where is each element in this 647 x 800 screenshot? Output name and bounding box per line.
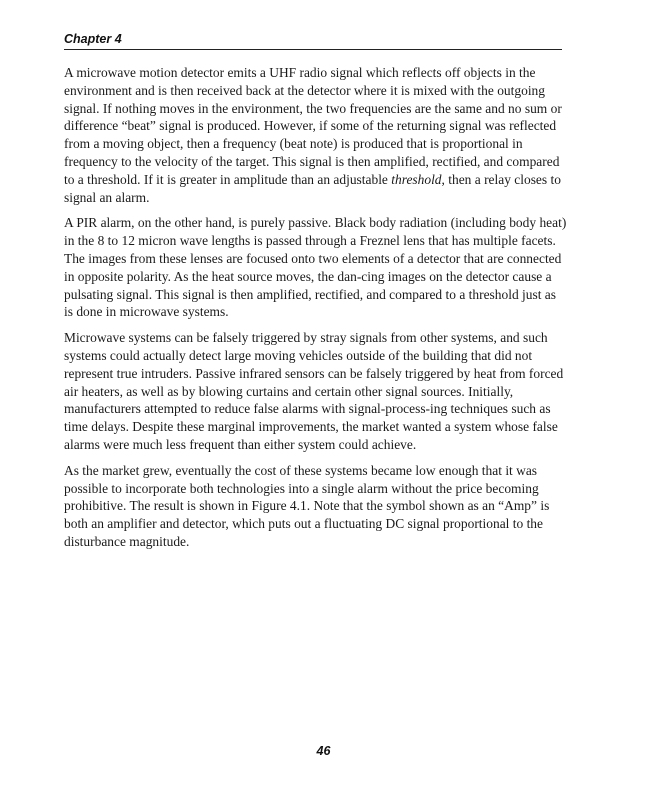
page-number: 46 (316, 744, 331, 758)
paragraph-market-growth: As the market grew, eventually the cost of these systems became low enough that it was possible to incorporate both technologies into a single alarm without the price becoming prohibitive. The result is shown in Figure 4.1. Note that the symbol shown as an “Amp” is both an amplifier and detector, which puts out a fluctuating DC signal proportional to the disturbance magnitude. (64, 462, 550, 549)
paragraph-false-triggers: Microwave systems can be falsely triggered by stray signals from other systems, and such systems could actually detect large moving vehicles outside of the building that did not represent true intruders. Passive infrared sensors can be falsely triggered by heat from forced air heaters, as well as by blowing curtains and certain other signal sources. Initially, manufacturers attempted to reduce false alarms with signal-process-ing techniques such as time delays. Despite these marginal improvements, the market wanted a system whose false alarms were much less frequent than either system could achieve. (64, 330, 564, 452)
body-text (64, 64, 568, 559)
emphasized-term: threshold (391, 171, 442, 187)
paragraph-text: A microwave motion detector emits a UHF radio signal which reflects off objects in the environment and is then received back at the detector where it is mixed with the outgoing signal. If nothing moves in the environment, the two frequencies are the same and no sum or difference “beat” signal is produced. However, if some of the returning signal was reflected from a moving object, then a frequency (beat note) is produced that is proportional in frequency to the velocity of the target. This signal is then amplified, rectified, and compared to a threshold. If it is greater in amplitude than an adjustable (64, 65, 562, 187)
page-header (64, 31, 562, 50)
paragraph-text: , then a relay closes to signal an alarm. (64, 171, 561, 205)
paragraph-pir-alarm: A PIR alarm, on the other hand, is purely passive. Black body radiation (including body heat) in the 8 to 12 micron wave lengths is passed through a Freznel lens that has multiple facets. The images from these lenses are focused onto two elements of a detector that are connected in opposite polarity. As the heat source moves, the dan-cing images on the detector cause a pulsating signal. This signal is then amplified, rectified, and compared to a threshold just as is done in microwave systems. (64, 215, 567, 320)
chapter-title: Chapter 4 (64, 32, 122, 46)
paragraph-microwave-detector (64, 64, 568, 206)
